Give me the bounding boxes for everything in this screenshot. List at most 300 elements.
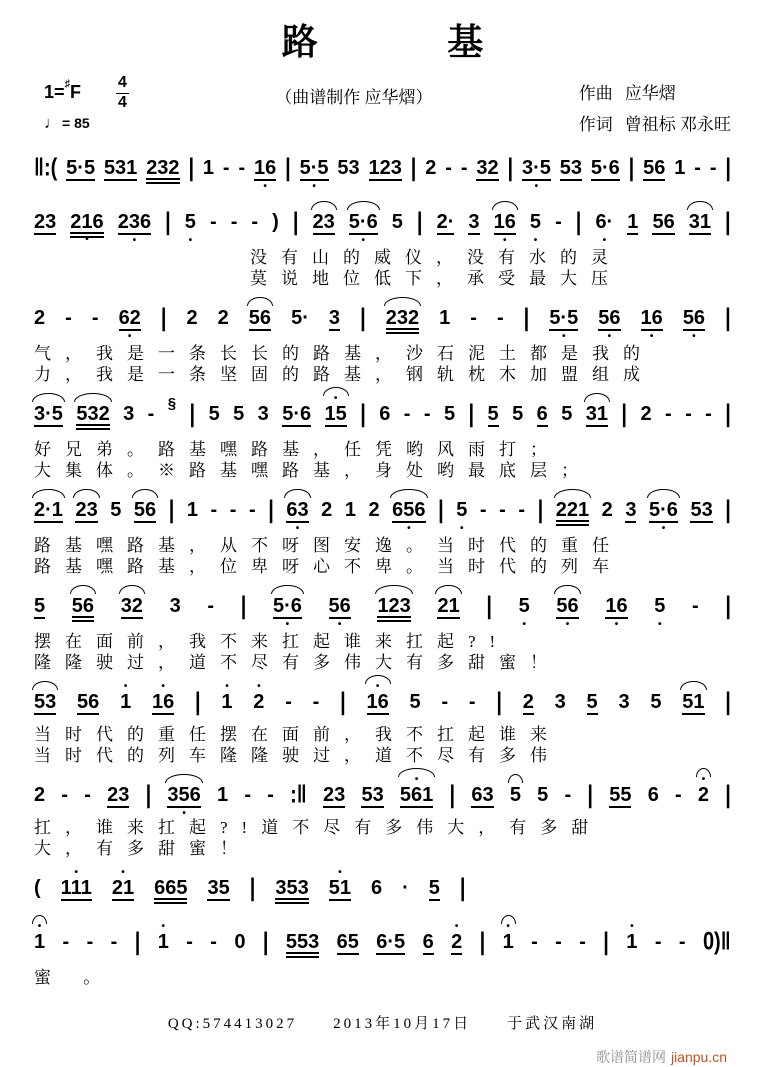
note-token: - — [230, 211, 238, 233]
note-token: 6·5 — [376, 931, 406, 953]
note-token: - — [186, 931, 193, 953]
note-token: - — [694, 157, 701, 179]
note-token: 56 — [72, 596, 94, 622]
note-token: 6 — [647, 784, 659, 806]
slur-arc — [271, 585, 304, 594]
note-token: 53 — [34, 692, 56, 715]
slur-arc — [435, 585, 461, 594]
note-token: - — [441, 691, 449, 713]
note-token: - — [664, 403, 672, 425]
watermark — [34, 1047, 731, 1067]
music-line — [34, 865, 731, 913]
note-token: 656 • — [392, 500, 425, 523]
music-line — [34, 583, 731, 631]
slur-arc — [165, 774, 202, 783]
slur-arc — [554, 585, 580, 594]
note-token: 5 — [233, 403, 245, 425]
lyric-line: 蜜 。 — [34, 968, 115, 987]
note-token: - — [207, 595, 215, 617]
note-token: 123 — [368, 157, 402, 179]
note-token: - — [555, 211, 562, 233]
slur-arc — [32, 681, 58, 690]
note-token: 553 — [286, 932, 319, 958]
note-token: 3 — [468, 211, 480, 233]
note-token: • 16 — [367, 692, 389, 715]
note-token: - — [61, 784, 69, 806]
quarter-note-icon: ♩ — [44, 114, 60, 132]
note-token: 56 — [643, 157, 666, 179]
note-token: - — [210, 499, 218, 521]
score-system — [34, 679, 731, 766]
lyric-line: 扛，谁来扛起?!道不尽有多伟大，有多甜 — [34, 818, 603, 837]
note-token: 62 • — [119, 308, 141, 331]
note-token: 5 — [110, 499, 122, 521]
slur-arc — [284, 489, 310, 498]
note-token: 3·5 — [34, 404, 63, 427]
note-token: • 2 — [451, 932, 462, 955]
slur-arc — [347, 201, 380, 210]
music-line — [34, 145, 731, 193]
barline: | — [416, 208, 423, 236]
note-token: 16 • — [641, 308, 663, 331]
note-token: 532 — [76, 404, 109, 430]
barline: | — [725, 400, 731, 428]
slur-arc — [311, 201, 337, 210]
note-token: 3 — [169, 595, 181, 617]
note-token: • 1 — [626, 932, 637, 953]
note-token: ( — [34, 877, 41, 899]
note-token: 3·5 • — [522, 158, 551, 181]
note-token: 2 — [368, 499, 380, 521]
note-token: 1 — [217, 784, 229, 806]
note-token: 3 — [123, 403, 135, 425]
note-token: - — [692, 595, 699, 617]
note-token: • 16 — [152, 692, 174, 715]
note-token: - — [685, 403, 692, 425]
slur-arc — [74, 393, 111, 402]
barline: | — [268, 496, 274, 524]
song-title: 路基 — [281, 22, 613, 62]
sharp-icon: ♯ — [64, 78, 71, 91]
note-token: 1 — [202, 157, 215, 179]
barline: | — [360, 400, 366, 428]
note-token: 3 — [257, 403, 269, 425]
score-system — [34, 391, 731, 481]
note-token: 53 — [361, 784, 384, 806]
note-token: 5 • — [456, 500, 467, 521]
score — [34, 145, 731, 988]
note-token: • 561 — [400, 785, 433, 808]
barline: | — [725, 688, 731, 716]
note-token: 232 — [146, 158, 179, 184]
note-token: - — [678, 931, 686, 953]
score-system — [34, 487, 731, 577]
slur-arc — [32, 489, 65, 498]
slur-arc — [501, 915, 516, 924]
note-token: 1 — [439, 307, 451, 329]
note-token: 5 — [586, 691, 598, 713]
lyric-line: 路基嘿路基，从不呀图安逸。当时代的重任 — [34, 536, 623, 555]
lyric-line: 气，我是一条长长的路基，沙石泥土都是我的 — [34, 344, 654, 363]
watermark-link[interactable]: jianpu.cn — [670, 1049, 727, 1065]
note-token: 5 — [34, 595, 46, 617]
note-token: 3 — [328, 307, 341, 329]
lyric-line: 莫说地位低下，承受最大压 — [250, 269, 622, 288]
note-token: - — [654, 931, 662, 953]
slur-arc — [696, 768, 711, 777]
note-token: 2 — [217, 307, 229, 329]
note-token: 232 — [386, 308, 419, 334]
slur-arc — [73, 489, 99, 498]
time-signature-numerator: 4 — [116, 75, 129, 94]
note-token: 63 — [471, 784, 494, 806]
note-token: 5 — [487, 403, 499, 425]
note-token: 5·5 • — [549, 308, 578, 331]
note-token: 2 — [34, 307, 46, 329]
slur-arc — [32, 915, 47, 924]
lyric-line: 路基嘿路基，位卑呀心不卑。当时代的列车 — [34, 557, 623, 576]
lyric-line: 大集体。※路基嘿路基，身处哟最底层； — [34, 461, 592, 480]
note-token: • 1 — [158, 932, 169, 953]
note-token: 5·5 — [66, 157, 96, 179]
note-token: 21 — [437, 596, 459, 619]
note-token: - — [267, 784, 274, 806]
note-token: • 21 — [112, 878, 134, 901]
note-token: 6 — [536, 403, 548, 425]
note-token: 56 • — [556, 596, 578, 619]
note-token: 1 — [344, 499, 356, 521]
note-token: 2 — [640, 403, 652, 425]
barline: | — [725, 592, 731, 620]
key-signature-block — [34, 75, 129, 133]
note-token: 65 — [336, 931, 359, 953]
note-token: 3 — [618, 691, 630, 713]
barline: | — [410, 154, 417, 182]
note-token: - — [209, 211, 217, 233]
note-token: 1 — [674, 157, 686, 179]
lyric-line: 好兄弟。路基嘿路基，任凭哟风雨打； — [34, 440, 561, 459]
note-token: 2· — [436, 211, 455, 233]
slur-arc — [375, 585, 412, 594]
note-token: 5 • — [530, 212, 541, 233]
note-token: - — [470, 307, 477, 329]
note-token: - — [496, 307, 504, 329]
barline: | — [360, 304, 366, 332]
note-token: 2 — [321, 499, 333, 521]
lyricist-name: 曾祖标 邓永旺 — [624, 115, 731, 134]
credits-block — [579, 75, 731, 141]
barline: ‖:( — [34, 154, 58, 182]
barline: | — [240, 592, 247, 620]
barline: | — [285, 154, 291, 182]
note-token: - — [147, 403, 155, 425]
lyricist-credit — [579, 110, 731, 135]
slur-arc — [508, 774, 523, 783]
slur-arc — [687, 201, 713, 210]
barline: | — [468, 400, 475, 428]
barline: | — [621, 400, 628, 428]
barline: | — [160, 304, 167, 332]
music-line — [34, 295, 731, 343]
barline: | — [725, 304, 731, 332]
note-token: 1 — [186, 499, 198, 521]
slur-arc — [32, 393, 65, 402]
slur-arc — [680, 681, 706, 690]
note-token: 5·6 — [590, 157, 620, 179]
note-token: 23 — [107, 784, 130, 806]
time-signature-denominator: 4 — [118, 93, 127, 111]
note-token: ) — [272, 211, 279, 233]
note-token: 51 — [682, 692, 704, 715]
header-meta-row — [34, 75, 731, 141]
barline: | — [628, 154, 635, 182]
note-token: 5 — [561, 403, 573, 425]
producer-credit: （曲谱制作 应华熠） — [275, 88, 433, 107]
note-token: - — [285, 691, 292, 713]
score-system — [34, 199, 731, 289]
music-line — [34, 391, 731, 439]
note-token: - — [229, 499, 237, 521]
note-token: 5·6 — [282, 403, 312, 425]
barline: | — [459, 874, 466, 902]
note-token: 5 — [208, 403, 220, 425]
note-token: 16 • — [605, 596, 627, 619]
barline: | — [587, 781, 593, 809]
note-token: 5·6 • — [349, 212, 378, 235]
score-system — [34, 919, 731, 988]
tempo-value: = 85 — [62, 114, 90, 131]
note-token: 56 — [77, 691, 100, 713]
note-token: - — [423, 403, 431, 425]
note-token: - — [705, 403, 712, 425]
note-token: - — [460, 157, 468, 179]
note-token: 531 — [103, 157, 138, 179]
note-token: - — [518, 499, 526, 521]
slur-arc — [70, 585, 96, 594]
slur-arc — [492, 201, 518, 210]
barline: | — [340, 688, 346, 716]
lyric-line: 没有山的威仪，没有水的灵 — [250, 248, 622, 267]
lyric-line: 当时代的列车隆隆驶过，道不尽有多伟 — [34, 746, 561, 765]
music-line — [34, 772, 731, 817]
note-token: • 15 — [325, 404, 347, 427]
note-token: • 1 — [221, 692, 232, 713]
note-token: 31 — [689, 212, 711, 235]
slur-arc — [119, 585, 145, 594]
barline: | — [292, 208, 299, 236]
note-token: 32 — [476, 157, 499, 179]
note-token: • 1 — [120, 692, 131, 713]
note-token: - — [210, 931, 217, 953]
note-token: 23 — [322, 784, 346, 806]
note-token: - — [564, 784, 572, 806]
barline: | — [479, 928, 486, 956]
barline: | — [496, 688, 502, 716]
note-token: 5 — [537, 784, 549, 806]
lyric-line: 力，我是一条坚固的路基，钢轨枕木加盟组成 — [34, 365, 654, 384]
note-token: 5 — [391, 211, 403, 233]
music-line — [34, 919, 731, 967]
note-token: 56 • — [683, 308, 705, 331]
note-token: 5 • — [519, 596, 530, 617]
note-token: 216 • — [70, 212, 103, 238]
note-token: - — [312, 691, 320, 713]
barline: | — [725, 208, 731, 236]
note-token: 16 • — [494, 212, 516, 235]
note-token: 2 — [425, 157, 437, 179]
slur-arc — [554, 489, 591, 498]
note-token: 35 — [207, 877, 230, 899]
note-token: 56 • — [329, 596, 351, 619]
slur-arc — [398, 768, 435, 777]
note-token: - — [555, 931, 562, 953]
note-token: 2 — [522, 691, 534, 713]
barline: | — [537, 496, 544, 524]
time-signature — [116, 75, 129, 112]
barline: | — [449, 781, 456, 809]
footer-info: QQ:574413027 2013年10月17日 于武汉南湖 — [167, 1016, 598, 1032]
note-token: 5 — [512, 403, 524, 425]
note-token: - — [222, 157, 230, 179]
barline: | — [603, 928, 609, 956]
note-token: 53 — [559, 157, 582, 179]
note-token: 56 — [249, 308, 271, 331]
note-token: - — [65, 307, 72, 329]
barline: | — [725, 496, 731, 524]
note-token: • 1 — [34, 932, 45, 953]
score-system — [34, 772, 731, 859]
note-token: 5 — [428, 877, 440, 899]
note-token: - — [62, 931, 70, 953]
slur-arc — [323, 387, 349, 396]
note-token: 236 • — [118, 212, 151, 235]
note-token: 23 — [75, 500, 97, 523]
lyric-line: 摆在面前，我不来扛起谁来扛起?! — [34, 632, 510, 651]
note-token: 353 — [275, 878, 308, 904]
note-token: - — [579, 931, 586, 953]
barline: | — [189, 400, 196, 428]
composer-name: 应华熠 — [624, 84, 676, 103]
slur-arc — [384, 297, 421, 306]
note-token: 123 — [377, 596, 410, 622]
note-token: • 1 — [503, 932, 514, 953]
note-token: - — [499, 499, 506, 521]
tempo-marking — [44, 115, 129, 133]
segno-icon: § — [167, 395, 177, 412]
barline: | — [195, 688, 201, 716]
note-token: - — [91, 307, 99, 329]
note-token: 5·6 • — [649, 500, 678, 523]
note-token: 356 • — [167, 785, 200, 808]
note-token: 0 — [234, 931, 246, 953]
note-token: 5 • — [185, 212, 196, 233]
note-token: • 51 — [329, 878, 351, 901]
note-token: - — [244, 784, 252, 806]
note-token: 665 — [154, 878, 187, 904]
music-line — [34, 199, 731, 247]
music-line — [34, 679, 731, 724]
note-token: 2 — [601, 499, 613, 521]
note-token: 23 — [34, 211, 57, 233]
note-token: - — [531, 931, 538, 953]
note-token: 5 — [443, 403, 456, 425]
note-token: 53 — [690, 499, 713, 521]
music-line — [34, 487, 731, 535]
barline: | — [725, 781, 731, 809]
watermark-site-name: 歌谱简谱网 — [595, 1049, 666, 1065]
note-token: 16 • — [254, 158, 276, 181]
note-token: 56 • — [598, 308, 620, 331]
slur-arc — [584, 393, 610, 402]
note-token: 5 • — [654, 596, 665, 617]
note-token: - — [675, 784, 682, 806]
barline: | — [145, 781, 152, 809]
note-token: 6· • — [595, 212, 613, 233]
note-token: 32 — [121, 596, 143, 619]
barline: 0)‖ — [702, 928, 731, 956]
note-token: - — [468, 691, 476, 713]
note-token: 6 — [379, 403, 391, 425]
note-token: 5·5 • — [300, 158, 329, 181]
note-token: 2 — [186, 307, 198, 329]
note-token: 221 — [556, 500, 589, 526]
lyric-line: 大，有多甜蜜！ — [34, 839, 251, 858]
slur-arc — [247, 297, 273, 306]
note-token: 5 — [409, 691, 421, 713]
note-token: 31 — [586, 404, 608, 427]
note-token: 5·6 • — [273, 596, 302, 619]
note-token: 53 — [337, 157, 360, 179]
barline: | — [438, 496, 444, 524]
key-letter: F — [70, 82, 82, 103]
note-token: 2·1 — [34, 500, 63, 523]
barline: | — [262, 928, 269, 956]
note-token: 56 — [134, 500, 156, 523]
note-token: · — [402, 877, 409, 899]
composer-label: 作曲 — [578, 84, 613, 103]
note-token: • 2 — [698, 785, 709, 806]
slur-arc — [365, 675, 391, 684]
note-token: 3 — [554, 691, 566, 713]
note-token: - — [403, 403, 411, 425]
note-token: 3 — [625, 499, 637, 521]
barline: | — [575, 208, 582, 236]
key-signature — [44, 75, 129, 112]
slur-arc — [132, 489, 158, 498]
note-token: - — [709, 157, 717, 179]
note-token: 6 — [422, 931, 434, 953]
slur-arc — [647, 489, 680, 498]
note-token: 5 — [510, 785, 521, 806]
note-token: - — [86, 931, 94, 953]
note-token: - — [238, 157, 246, 179]
note-token: 1 — [627, 211, 639, 233]
score-system — [34, 145, 731, 193]
note-token: 5 — [650, 691, 662, 713]
barline: | — [168, 496, 175, 524]
note-token: - — [251, 211, 259, 233]
note-token: 63 • — [286, 500, 308, 523]
note-token: • 2 — [253, 692, 264, 713]
note-token: 55 — [609, 784, 632, 806]
note-token: - — [445, 157, 452, 179]
note-token: - — [248, 499, 256, 521]
score-system — [34, 865, 731, 913]
slur-arc — [390, 489, 427, 498]
score-system — [34, 295, 731, 385]
note-token: - — [479, 499, 487, 521]
lyricist-label: 作词 — [578, 115, 613, 134]
